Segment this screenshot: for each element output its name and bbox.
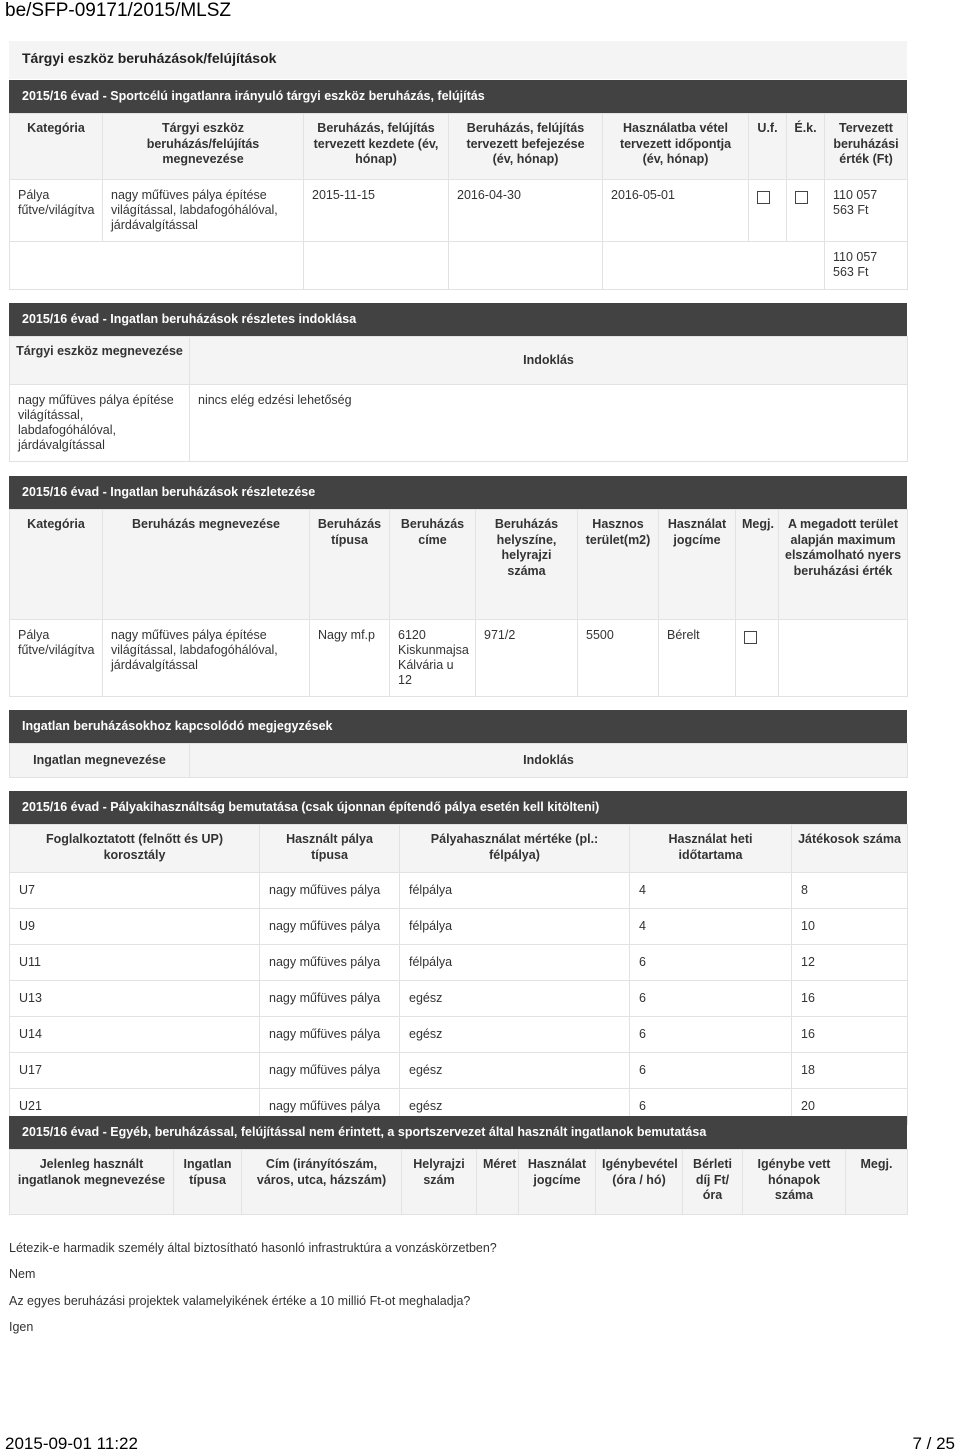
section-investments: [9, 80, 907, 290]
section-remarks: [9, 710, 907, 778]
col-header: Bérleti díj Ft/óra: [683, 1150, 743, 1215]
table-row: [10, 945, 908, 981]
table-row: [10, 1017, 908, 1053]
uf-checkbox[interactable]: [757, 191, 770, 204]
address-cell: 6120 Kiskunmajsa Kálvária u 12: [390, 620, 476, 697]
table-row: [10, 981, 908, 1017]
weekly-hours-cell: 6: [630, 981, 792, 1017]
total-row: [10, 242, 908, 290]
value-cell: 110 057 563 Ft: [825, 180, 908, 242]
ek-cell: [787, 180, 825, 242]
col-header: Megj.: [846, 1150, 908, 1215]
weekly-hours-cell: 6: [630, 945, 792, 981]
field-type-cell: nagy műfüves pálya: [260, 909, 400, 945]
col-header: Ingatlan megnevezése: [10, 744, 190, 778]
age-group-cell: U9: [10, 909, 260, 945]
col-header: Ingatlan típusa: [174, 1150, 242, 1215]
name-cell: nagy műfüves pálya építése világítással, labdafogóhálóval, járdávalgítással: [103, 180, 304, 242]
ek-checkbox[interactable]: [795, 191, 808, 204]
col-header: Tárgyi eszköz megnevezése: [10, 337, 190, 385]
weekly-hours-cell: 4: [630, 909, 792, 945]
usage-extent-cell: félpálya: [400, 909, 630, 945]
usage-rows: [10, 873, 908, 1125]
age-group-cell: U21: [10, 1089, 260, 1125]
col-header: Méret: [477, 1150, 519, 1215]
col-header: Beruházás, felújítás tervezett kezdete (év, hónap): [304, 114, 449, 180]
total-cell: 110 057 563 Ft: [825, 242, 908, 290]
col-header: Játékosok száma: [792, 825, 908, 873]
panel-title: Tárgyi eszköz beruházások/felújítások: [9, 41, 907, 79]
col-header: Kategória: [10, 114, 103, 180]
age-group-cell: U13: [10, 981, 260, 1017]
table-row: [10, 873, 908, 909]
other-properties-table: [9, 1149, 908, 1215]
field-type-cell: nagy műfüves pálya: [260, 981, 400, 1017]
player-count-cell: 16: [792, 1017, 908, 1053]
col-header: Használat jogcíme: [659, 510, 736, 620]
weekly-hours-cell: 6: [630, 1017, 792, 1053]
section-details: [9, 476, 907, 697]
col-header: Kategória: [10, 510, 103, 620]
section-other-properties: [9, 1116, 907, 1215]
question-1: Létezik-e harmadik személy által biztosítható hasonló infrastruktúra a vonzáskörzetben?: [9, 1241, 497, 1255]
player-count-cell: 8: [792, 873, 908, 909]
usage-date-cell: 2016-05-01: [603, 180, 749, 242]
col-header: Beruházás helyszíne, helyrajzi száma: [476, 510, 578, 620]
section-title: Ingatlan beruházásokhoz kapcsolódó megjegyzések: [9, 710, 907, 743]
age-group-cell: U14: [10, 1017, 260, 1053]
section-title: 2015/16 évad - Ingatlan beruházások részletes indoklása: [9, 303, 907, 336]
details-table: [9, 509, 908, 697]
remarks-table: [9, 743, 908, 778]
age-group-cell: U11: [10, 945, 260, 981]
usage-title-cell: Bérelt: [659, 620, 736, 697]
col-header: Használat heti időtartama: [630, 825, 792, 873]
col-header: Beruházás, felújítás tervezett befejezése (év, hónap): [449, 114, 603, 180]
section-justification: [9, 303, 907, 462]
section-title: 2015/16 évad - Pályakihasználtság bemutatása (csak újonnan építendő pálya esetén kell kitölteni): [9, 791, 907, 824]
table-row: [10, 180, 908, 242]
col-header: Használat jogcíme: [519, 1150, 596, 1215]
age-group-cell: U17: [10, 1053, 260, 1089]
col-header: Megj.: [736, 510, 779, 620]
col-header: Beruházás típusa: [310, 510, 390, 620]
field-type-cell: nagy műfüves pálya: [260, 1053, 400, 1089]
col-header: Tervezett beruházási érték (Ft): [825, 114, 908, 180]
name-cell: nagy műfüves pálya építése világítással, labdafogóhálóval, járdávalgítással: [10, 385, 190, 462]
weekly-hours-cell: 6: [630, 1089, 792, 1125]
col-header: É.k.: [787, 114, 825, 180]
field-type-cell: nagy műfüves pálya: [260, 1089, 400, 1125]
section-field-usage: [9, 791, 907, 1125]
col-header: Indoklás: [190, 744, 908, 778]
player-count-cell: 18: [792, 1053, 908, 1089]
note-checkbox[interactable]: [744, 631, 757, 644]
answer-2: Igen: [9, 1320, 34, 1334]
col-header: Foglalkoztatott (felnőtt és UP) korosztály: [10, 825, 260, 873]
note-cell: [736, 620, 779, 697]
col-header: U.f.: [749, 114, 787, 180]
usage-extent-cell: egész: [400, 1089, 630, 1125]
player-count-cell: 16: [792, 981, 908, 1017]
table-row: [10, 620, 908, 697]
col-header: Igénybe vett hónapok száma: [743, 1150, 846, 1215]
type-cell: Nagy mf.p: [310, 620, 390, 697]
col-header: Beruházás címe: [390, 510, 476, 620]
field-type-cell: nagy műfüves pálya: [260, 1017, 400, 1053]
usage-extent-cell: egész: [400, 1017, 630, 1053]
player-count-cell: 20: [792, 1089, 908, 1125]
investments-table: [9, 113, 908, 290]
justification-table: [9, 336, 908, 462]
field-usage-table: [9, 824, 908, 1125]
footer-page-number: 7 / 25: [912, 1434, 955, 1453]
usage-extent-cell: félpálya: [400, 873, 630, 909]
col-header: Használt pálya típusa: [260, 825, 400, 873]
field-type-cell: nagy műfüves pálya: [260, 945, 400, 981]
usage-extent-cell: félpálya: [400, 945, 630, 981]
document-id: be/SFP-09171/2015/MLSZ: [5, 0, 232, 21]
area-cell: 5500: [578, 620, 659, 697]
col-header: Igénybevétel (óra / hó): [596, 1150, 683, 1215]
col-header: Indoklás: [190, 337, 908, 385]
col-header: Tárgyi eszköz beruházás/felújítás megnevezése: [103, 114, 304, 180]
section-title: 2015/16 évad - Ingatlan beruházások részletezése: [9, 476, 907, 509]
age-group-cell: U7: [10, 873, 260, 909]
question-2: Az egyes beruházási projektek valamelyikének értéke a 10 millió Ft-ot meghaladja?: [9, 1294, 471, 1308]
section-title: 2015/16 évad - Egyéb, beruházással, felújítással nem érintett, a sportszervezet által használt ingatlanok bemutatása: [9, 1116, 907, 1149]
col-header: Helyrajzi szám: [402, 1150, 477, 1215]
parcel-cell: 971/2: [476, 620, 578, 697]
name-cell: nagy műfüves pálya építése világítással, labdafogóhálóval, járdávalgítással: [103, 620, 310, 697]
weekly-hours-cell: 4: [630, 873, 792, 909]
col-header: Cím (irányítószám, város, utca, házszám): [242, 1150, 402, 1215]
player-count-cell: 10: [792, 909, 908, 945]
footer-timestamp: 2015-09-01 11:22: [5, 1434, 138, 1453]
field-type-cell: nagy műfüves pálya: [260, 873, 400, 909]
usage-extent-cell: egész: [400, 1053, 630, 1089]
justification-cell: nincs elég edzési lehetőség: [190, 385, 908, 462]
category-cell: Pálya fűtve/világítva: [10, 180, 103, 242]
weekly-hours-cell: 6: [630, 1053, 792, 1089]
usage-extent-cell: egész: [400, 981, 630, 1017]
col-header: Jelenleg használt ingatlanok megnevezése: [10, 1150, 174, 1215]
uf-cell: [749, 180, 787, 242]
col-header: A megadott terület alapján maximum elszámolható nyers beruházási érték: [779, 510, 908, 620]
player-count-cell: 12: [792, 945, 908, 981]
category-cell: Pálya fűtve/világítva: [10, 620, 103, 697]
col-header: Beruházás megnevezése: [103, 510, 310, 620]
col-header: Használatba vétel tervezett időpontja (év, hónap): [603, 114, 749, 180]
answer-1: Nem: [9, 1267, 36, 1281]
start-cell: 2015-11-15: [304, 180, 449, 242]
section-title: 2015/16 évad - Sportcélú ingatlanra irányuló tárgyi eszköz beruházás, felújítás: [9, 80, 907, 113]
table-row: [10, 909, 908, 945]
table-row: [10, 385, 908, 462]
table-row: [10, 1053, 908, 1089]
col-header: Pályahasználat mértéke (pl.: félpálya): [400, 825, 630, 873]
col-header: Hasznos terület(m2): [578, 510, 659, 620]
max-value-cell: [779, 620, 908, 697]
end-cell: 2016-04-30: [449, 180, 603, 242]
